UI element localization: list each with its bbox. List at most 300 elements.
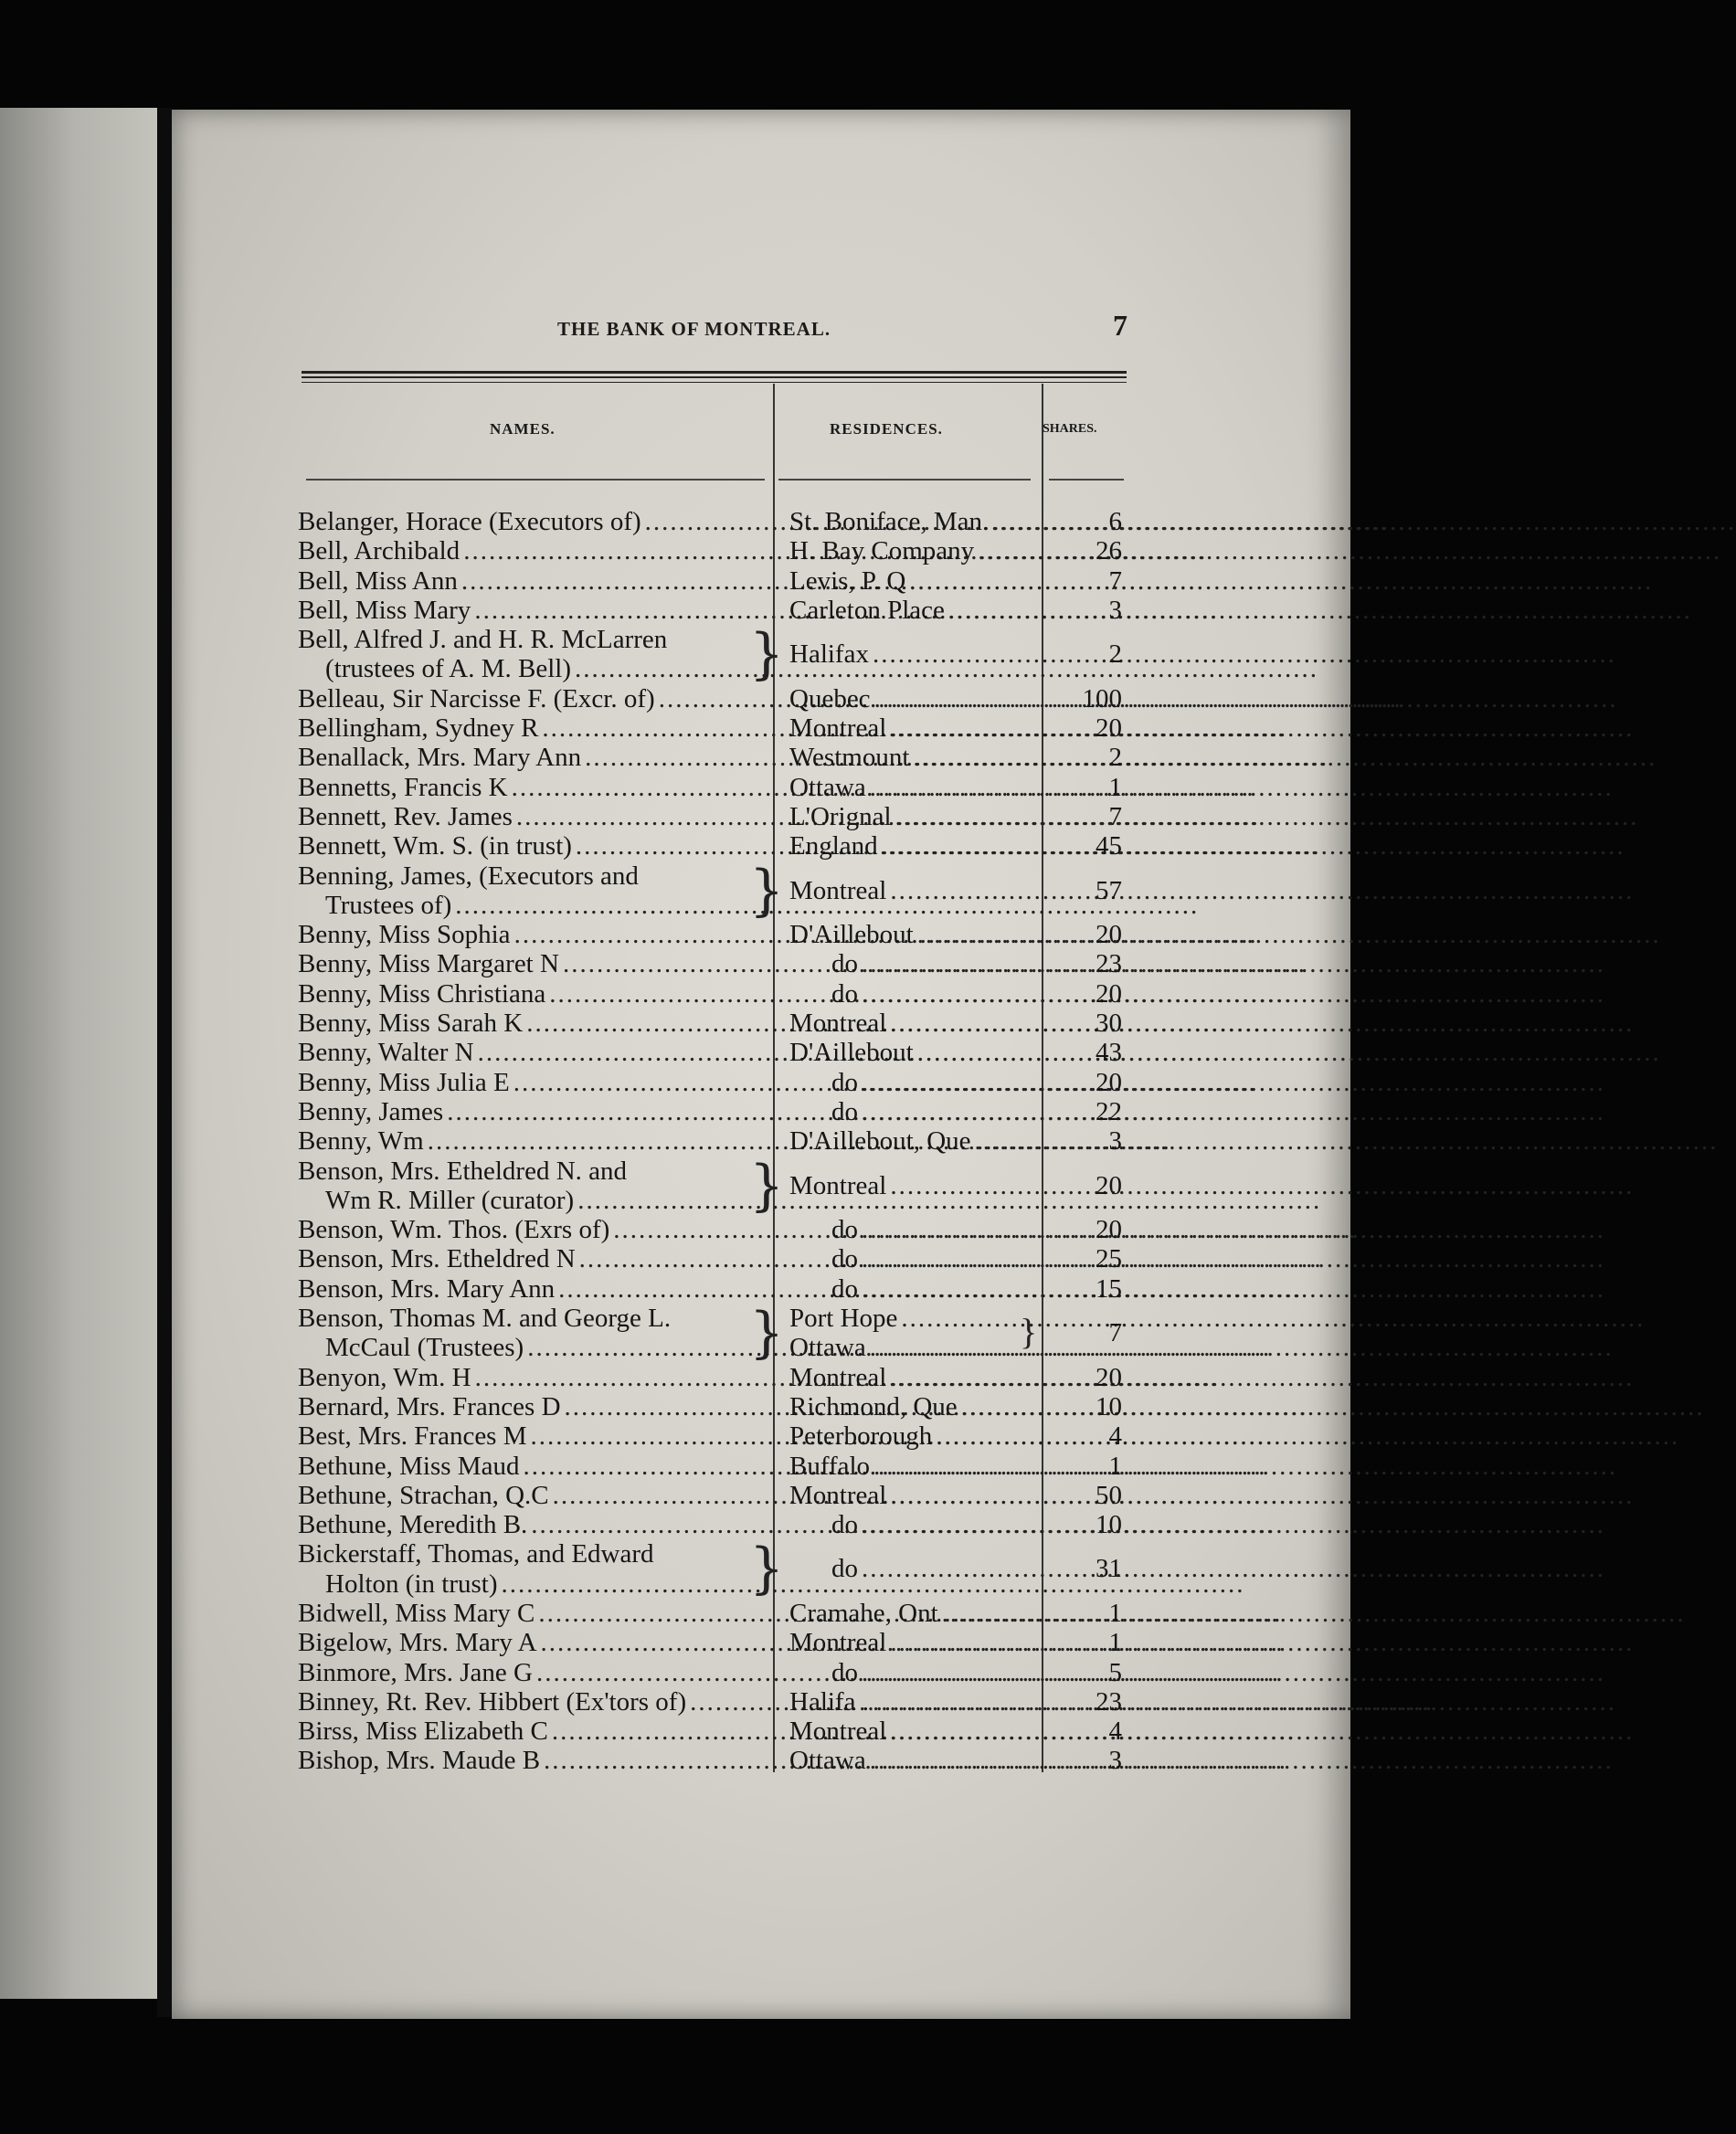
share-count: 10 (1096, 1391, 1122, 1421)
name-text: Benny, Walter N (298, 1038, 474, 1068)
share-count: 100 (1082, 683, 1122, 713)
name-line (298, 861, 766, 891)
residence-line (789, 1097, 1043, 1126)
share-count: 7 (1108, 565, 1122, 596)
table-row (298, 949, 1120, 978)
residence-text: Ottawa (789, 1746, 866, 1776)
residence (789, 713, 1043, 743)
table-row (298, 743, 1120, 772)
table-row (298, 1392, 1120, 1421)
residence-text: do (831, 1510, 858, 1540)
name-line (298, 1244, 766, 1273)
share-count: 1 (1108, 1628, 1122, 1658)
residence (789, 1304, 1043, 1363)
residence (789, 507, 1043, 536)
dot-leader (862, 949, 1605, 978)
name-line (298, 1038, 766, 1067)
residence-text: St. Boniface, Man. (789, 507, 990, 536)
name-text: Benallack, Mrs. Mary Ann (298, 743, 582, 773)
residence-line (789, 713, 1043, 743)
residence (789, 1068, 1043, 1097)
share-count: 20 (1096, 713, 1122, 744)
dot-leader (862, 1068, 1605, 1097)
table-row (298, 1038, 1120, 1067)
table-row (298, 1097, 1120, 1126)
table-row (298, 622, 1122, 687)
share-count: 20 (1096, 1067, 1122, 1097)
shareholder-name (298, 949, 766, 978)
share-count: 10 (1096, 1510, 1122, 1540)
brace-glyph: } (749, 1537, 785, 1601)
residence (789, 1215, 1043, 1244)
dot-leader (890, 1628, 1634, 1657)
share-count: 23 (1096, 1686, 1122, 1717)
shareholder-name (298, 1717, 766, 1746)
residence (789, 684, 1043, 713)
share-count: 4 (1108, 1717, 1122, 1747)
dot-leader (870, 1333, 1614, 1362)
name-line (298, 831, 766, 861)
residence (789, 1097, 1043, 1126)
shareholder-name (298, 1628, 766, 1657)
residence-line (789, 507, 1043, 536)
residence (789, 536, 1043, 565)
residence (789, 625, 1043, 669)
shareholder-name (298, 920, 766, 949)
share-count: 7 (1108, 1318, 1122, 1348)
table-row (298, 831, 1120, 861)
share-count: 31 (1096, 1554, 1122, 1584)
residence-text: Montreal (789, 875, 887, 905)
residence (789, 1126, 1043, 1156)
name-line (298, 773, 766, 802)
name-line (298, 566, 766, 596)
residence-line (789, 802, 1043, 831)
name-line (298, 596, 766, 625)
table-row (298, 1746, 1120, 1775)
residence-line (789, 979, 1043, 1009)
name-line (298, 1421, 766, 1451)
dot-leader (917, 920, 1661, 949)
residence-line (789, 1215, 1043, 1244)
table-row (298, 596, 1120, 625)
residence-line (789, 1628, 1043, 1657)
residence (789, 949, 1043, 978)
name-text: Binmore, Mrs. Jane G (298, 1657, 533, 1687)
name-text: Holton (in trust) (325, 1569, 498, 1599)
name-line (298, 1215, 766, 1244)
residence-line (789, 684, 1043, 713)
share-count: 15 (1096, 1273, 1122, 1304)
top-rule-hair (302, 382, 1127, 383)
dot-leader (873, 639, 1616, 669)
share-count: 50 (1096, 1480, 1122, 1510)
share-count: 4 (1108, 1421, 1122, 1452)
shareholder-name (298, 536, 766, 565)
shareholder-name (298, 1126, 766, 1156)
residence-text: do (831, 978, 858, 1009)
share-count: 20 (1096, 1362, 1122, 1392)
shareholder-name (298, 979, 766, 1009)
dot-leader (909, 566, 1653, 596)
name-text: Best, Mrs. Frances M (298, 1421, 527, 1452)
share-count: 3 (1108, 595, 1122, 625)
share-count: 3 (1108, 1746, 1122, 1776)
name-text: Bernard, Mrs. Frances D (298, 1391, 561, 1421)
table-row (298, 858, 1122, 923)
name-line (298, 1717, 766, 1746)
dot-leader (862, 1274, 1605, 1304)
name-line (298, 891, 766, 920)
residence-line (789, 1481, 1043, 1510)
shareholder-name (298, 713, 766, 743)
residence-text: D'Aillebout (789, 1038, 914, 1068)
shareholder-name (298, 1421, 766, 1451)
names-header: NAMES. (490, 420, 556, 438)
residence-text: Halifa . (789, 1686, 869, 1717)
table-row (298, 1539, 1120, 1599)
residence-line (789, 1038, 1043, 1067)
name-text: Benny, Wm (298, 1126, 424, 1157)
name-text: Benson, Wm. Thos. (Exrs of) (298, 1215, 610, 1245)
shareholder-name (298, 1687, 766, 1717)
brace-glyph: } (1020, 1311, 1038, 1353)
shareholder-name (298, 1301, 785, 1366)
residence-line (789, 1392, 1043, 1421)
residence-line (789, 1687, 1043, 1717)
residence-text: D'Aillebout (789, 920, 914, 950)
table-row (298, 1274, 1120, 1304)
name-text: Bethune, Strachan, Q.C (298, 1480, 549, 1510)
dot-leader (901, 1304, 1645, 1333)
share-count: 2 (1108, 743, 1122, 773)
name-text: Benny, Miss Sophia (298, 920, 511, 950)
name-text: (trustees of A. M. Bell) (325, 654, 572, 684)
residence-line (789, 773, 1043, 802)
table-row (298, 1126, 1120, 1156)
name-line (298, 1009, 766, 1038)
residence (789, 1363, 1043, 1392)
shareholder-name (298, 1009, 766, 1038)
name-line (298, 1658, 766, 1687)
name-line (298, 684, 766, 713)
table-row (298, 1599, 1120, 1628)
brace-glyph: } (749, 858, 785, 923)
name-line (298, 1126, 766, 1156)
residence-text: do (831, 1096, 858, 1126)
dot-leader (895, 802, 1639, 831)
share-count: 20 (1096, 978, 1122, 1009)
residence (789, 1481, 1043, 1510)
table-row (298, 566, 1120, 596)
table-row (298, 1717, 1120, 1746)
name-text: Bishop, Mrs. Maude B (298, 1746, 541, 1776)
shareholder-name (298, 596, 766, 625)
name-text: Benson, Mrs. Mary Ann (298, 1273, 556, 1304)
table-row (298, 1215, 1120, 1244)
residence-text: Westmount (789, 743, 910, 773)
residence (789, 1274, 1043, 1304)
shareholder-name (298, 858, 785, 923)
name-line (298, 1304, 766, 1333)
name-text: Bell, Archibald (298, 536, 460, 566)
name-line (298, 1274, 766, 1304)
shareholder-name (298, 1510, 766, 1539)
residence-text: Cramahe, Ont (789, 1598, 938, 1628)
header-underline (1049, 479, 1124, 481)
table-row (298, 1421, 1120, 1451)
dot-leader (873, 1687, 1616, 1717)
page-number: 7 (1113, 309, 1127, 342)
table-row (298, 802, 1120, 831)
residence (789, 831, 1043, 861)
residence-text: do (831, 1657, 858, 1687)
share-count: 20 (1096, 920, 1122, 950)
residence (789, 802, 1043, 831)
residence-line (789, 536, 1043, 565)
dot-leader (862, 1097, 1605, 1126)
name-text: Benson, Mrs. Etheldred N. and (298, 1156, 628, 1186)
dot-leader (862, 1215, 1605, 1244)
dot-leader (862, 1554, 1605, 1583)
residence-text: Montreal (789, 1009, 887, 1039)
name-text: Benyon, Wm. H (298, 1362, 471, 1392)
shareholder-name (298, 1452, 766, 1481)
share-count: 1 (1108, 1451, 1122, 1481)
name-line (298, 743, 766, 772)
name-line (298, 1333, 766, 1362)
dot-leader (874, 684, 1618, 713)
table-row (298, 773, 1120, 802)
dot-leader (890, 1363, 1634, 1392)
table-row (298, 1153, 1122, 1218)
residence-text: do (831, 1554, 858, 1584)
residence-text: Buffalo (789, 1451, 871, 1481)
share-count: 7 (1108, 801, 1122, 831)
residence-line (789, 1510, 1043, 1539)
residence-line (789, 1244, 1043, 1273)
shareholder-name (298, 1068, 766, 1097)
share-count: 3 (1108, 1126, 1122, 1157)
residence (789, 920, 1043, 949)
name-text: Bidwell, Miss Mary C (298, 1598, 535, 1628)
name-text: Trustees of) (325, 890, 452, 920)
shareholder-name (298, 1537, 785, 1601)
residence-line (789, 1274, 1043, 1304)
facing-page-edge (0, 108, 163, 1999)
brace-glyph: } (749, 622, 785, 687)
residence-line (789, 1171, 1043, 1200)
name-text: Benson, Thomas M. and George L. (298, 1304, 672, 1334)
dot-leader (936, 1421, 1679, 1451)
name-line (298, 1097, 766, 1126)
residence (789, 1421, 1043, 1451)
name-text: Birss, Miss Elizabeth C (298, 1717, 548, 1747)
residence-text: England (789, 831, 878, 861)
residence-text: Peterborough (789, 1421, 933, 1452)
shareholder-name (298, 1363, 766, 1392)
name-line (298, 979, 766, 1009)
residence-text: do (831, 1215, 858, 1245)
name-text: Benny, James (298, 1096, 444, 1126)
name-line (298, 507, 766, 536)
name-text: Bell, Miss Mary (298, 595, 471, 625)
residence-line (789, 1746, 1043, 1775)
header-underline (778, 479, 1031, 481)
residence-line (789, 1009, 1043, 1038)
name-line (298, 1481, 766, 1510)
residence (789, 1157, 1043, 1200)
residence-line (789, 639, 1043, 669)
shareholder-name (298, 1746, 766, 1775)
name-text: McCaul (Trustees) (325, 1333, 524, 1363)
residence-text: Levis, P. Q (789, 565, 906, 596)
name-text: Bennett, Rev. James (298, 801, 513, 831)
share-count: 22 (1096, 1096, 1122, 1126)
residence-text: Montreal (789, 713, 887, 744)
table-row (298, 1481, 1120, 1510)
name-line (298, 1392, 766, 1421)
table-row (298, 1628, 1120, 1657)
share-count: 6 (1108, 507, 1122, 536)
residence (789, 1510, 1043, 1539)
shareholder-name (298, 1244, 766, 1273)
name-line (298, 802, 766, 831)
residence-text: do (831, 1067, 858, 1097)
residence (789, 1009, 1043, 1038)
residence-text: Halifax (789, 639, 869, 670)
dot-leader (873, 1452, 1617, 1481)
name-text: Bethune, Meredith B. (298, 1510, 528, 1540)
book-gutter (157, 108, 172, 2017)
residence (789, 1392, 1043, 1421)
residence-line (789, 1658, 1043, 1687)
residence-text: H. Bay Company (789, 536, 975, 566)
share-count: 1 (1108, 772, 1122, 802)
share-count: 26 (1096, 536, 1122, 566)
name-text: Bennett, Wm. S. (in trust) (298, 831, 572, 861)
dot-leader (862, 979, 1605, 1009)
shareholder-list (298, 507, 1120, 1776)
share-count: 23 (1096, 949, 1122, 979)
name-line (298, 920, 766, 949)
residence-text: do (831, 1273, 858, 1304)
table-row (298, 536, 1120, 565)
shareholder-name (298, 1215, 766, 1244)
dot-leader (890, 1481, 1634, 1510)
name-line (298, 625, 766, 654)
residences-header: RESIDENCES. (830, 420, 943, 438)
top-rule (302, 371, 1127, 374)
table-row (298, 507, 1120, 536)
shareholder-name (298, 773, 766, 802)
residence-text: Montreal (789, 1170, 887, 1200)
name-line (298, 654, 766, 683)
top-rule-thin (302, 376, 1127, 378)
dot-leader (890, 876, 1634, 905)
shareholder-name (298, 1097, 766, 1126)
table-row (298, 1510, 1120, 1539)
residence-line (789, 876, 1043, 905)
residence-text: D'Aillebout, Que (789, 1126, 971, 1157)
name-text: Bellingham, Sydney R (298, 713, 539, 744)
residence-text: L'Orignal (789, 801, 892, 831)
name-text: Belleau, Sir Narcisse F. (Excr. of) (298, 683, 655, 713)
table-row (298, 1658, 1120, 1687)
name-text: Bell, Alfred J. and H. R. McLarren (298, 625, 668, 655)
shareholder-name (298, 1274, 766, 1304)
name-line (298, 1746, 766, 1775)
dot-leader (890, 713, 1634, 743)
name-text: Bigelow, Mrs. Mary A (298, 1628, 537, 1658)
residence-line (789, 1554, 1043, 1583)
residence (789, 566, 1043, 596)
name-line (298, 1068, 766, 1097)
residence (789, 773, 1043, 802)
dot-leader (882, 831, 1625, 861)
residence-text: Ottawa (789, 772, 866, 802)
dot-leader (862, 1658, 1605, 1687)
name-line (298, 1569, 766, 1599)
name-line (298, 536, 766, 565)
table-row (298, 1301, 1122, 1366)
name-text: Benny, Miss Julia E (298, 1067, 510, 1097)
residence-line (789, 1717, 1043, 1746)
residence-line (789, 920, 1043, 949)
dot-leader (890, 1717, 1634, 1746)
table-row (298, 713, 1120, 743)
name-text: Benny, Miss Christiana (298, 978, 546, 1009)
name-text: Bennetts, Francis K (298, 772, 508, 802)
shareholder-name (298, 1658, 766, 1687)
shareholder-name (298, 743, 766, 772)
share-count: 45 (1096, 831, 1122, 861)
name-text: Benning, James, (Executors and (298, 861, 639, 891)
residence-line (789, 831, 1043, 861)
residence-line (789, 1333, 1043, 1362)
residence (789, 743, 1043, 772)
residence (789, 861, 1043, 905)
share-count: 30 (1096, 1009, 1122, 1039)
table-row (298, 1452, 1120, 1481)
residence-text: do (831, 1244, 858, 1274)
name-line (298, 1510, 766, 1539)
residence (789, 596, 1043, 625)
dot-leader (862, 1244, 1605, 1273)
dot-leader (870, 1746, 1614, 1775)
shareholder-name (298, 802, 766, 831)
name-text: Bethune, Miss Maud (298, 1451, 520, 1481)
name-text: Bell, Miss Ann (298, 565, 458, 596)
table-row (298, 1363, 1120, 1392)
residence-line (789, 566, 1043, 596)
share-count: 20 (1096, 1170, 1122, 1200)
residence (789, 1687, 1043, 1717)
name-text: Benson, Mrs. Etheldred N (298, 1244, 576, 1274)
dot-leader (913, 743, 1657, 772)
name-line (298, 1186, 766, 1215)
residence (789, 1599, 1043, 1628)
residence-line (789, 1452, 1043, 1481)
residence (789, 1628, 1043, 1657)
name-text: Bickerstaff, Thomas, and Edward (298, 1539, 654, 1569)
table-row (298, 1068, 1120, 1097)
name-line (298, 1157, 766, 1186)
share-count: 1 (1108, 1598, 1122, 1628)
residence-text: Montreal (789, 1362, 887, 1392)
shareholder-name (298, 1599, 766, 1628)
name-text: Wm R. Miller (curator) (325, 1185, 575, 1215)
